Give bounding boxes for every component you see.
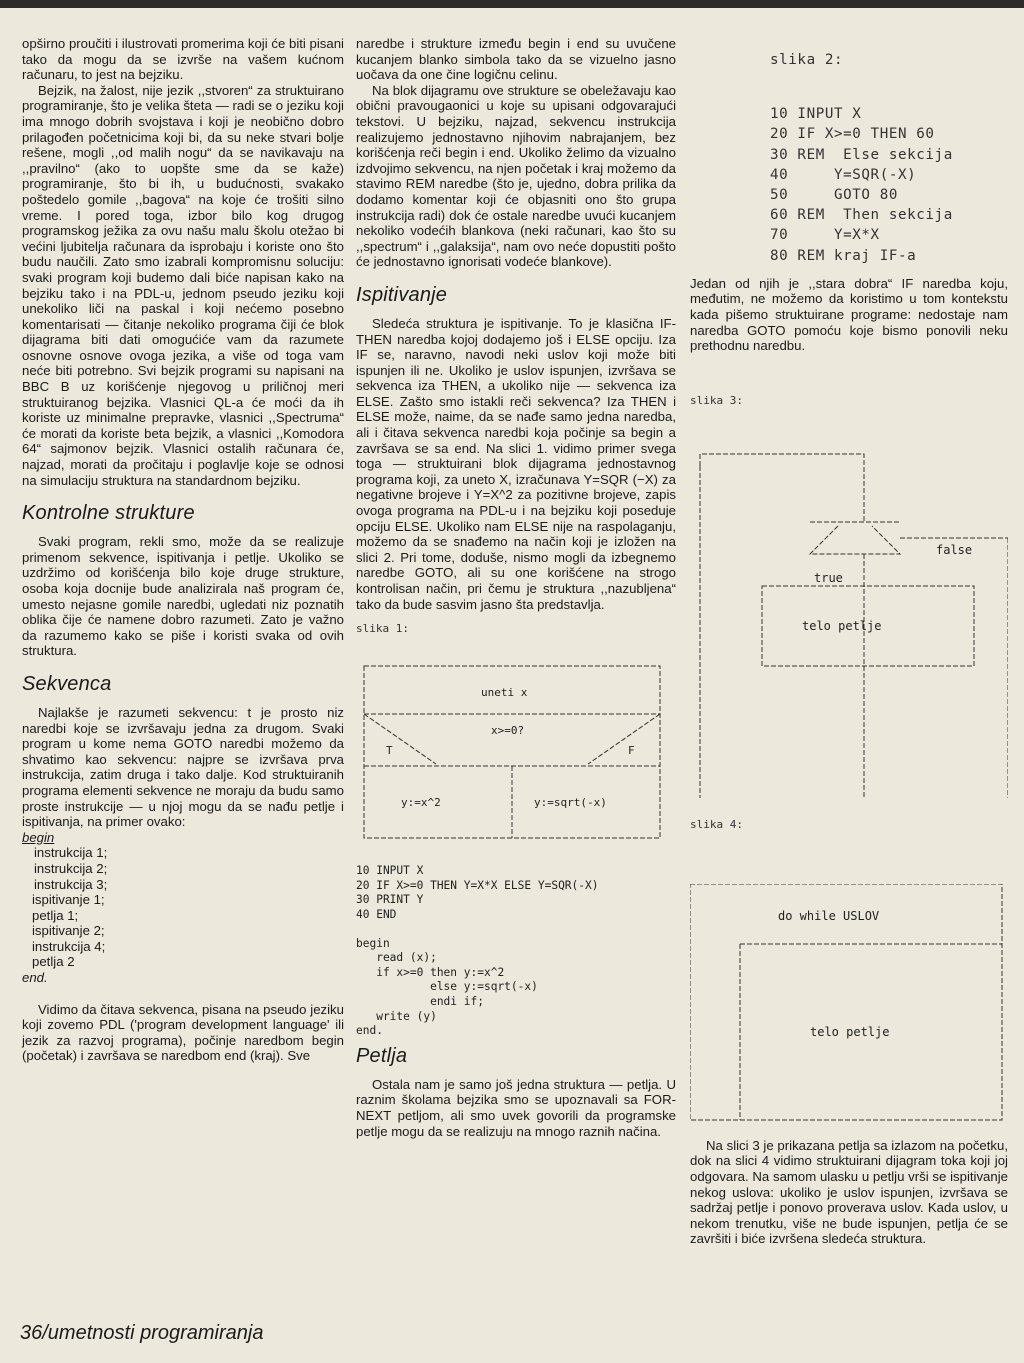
section-heading-petlja: Petlja: [356, 1044, 408, 1067]
section-heading-kontrolne-strukture: Kontrolne strukture: [22, 502, 195, 525]
figure-3-false-label: false: [936, 542, 973, 557]
paragraph: Sledeća struktura je ispitivanje. To je klasična IF-THEN naredba kojoj dodajemo još i ELSE opciju. Iza IF se, naravno, navodi neki uslov koji može biti ispunjen ili ne. Ukoliko je uslov ispunjen, izvršava se sekvenca iza THEN, a ukoliko nije — sekvenca iza ELSE. Zašto smo istakli reči sekvenca? Iza THEN i ELSE može, naime, da se nađe samo jedna naredba, ali i čitava sekvenca naredbi koja počinje sa begin a završava se sa end. Na slici 1. vidimo primer svega toga — struktuirani blok dijagrama jednostavnog programa koji, za uneto X, izračunava Y=SQR (−X) za negativne brojeve i Y=X^2 za pozitivne brojeve, zapis ovoga programa na PDL-u i na bejziku koji poseduje opciju ELSE. Ukoliko nam ELSE nije na raspolaganju, možemo da se snađemo na način koji je izložen na slici 2. Pri tome, doduše, nismo mogli da izbegnemo naredbe GOTO, ali su one korišćene na strogo kontrolisan način, pri čemu je struktura ,,nazubljena“ tako da bude sasvim jasno šta predstavlja.: [356, 315, 676, 612]
figure-3-loop-body: telo petlje: [802, 618, 882, 633]
column-1: [22, 36, 344, 1064]
pdl-line: instrukcija 1;: [34, 845, 108, 861]
figure-1-input-label: uneti x: [481, 686, 528, 700]
paragraph: Bejzik, na žalost, nije jezik ,,stvoren“ za struktuirano programiranje, što je velika šteta — radi se o jeziku koji ima mnogo dobrih svojstava i koji je neobično dobro prilagođen početnicima koji bi, da su neke stvari bolje rešene, mogli ,,od malih nogu“ da se navikavaju na ,,pravilno“ (ako to uopšte sme da se kaže) programiranje, što bi ih, u budućnosti, svakako poštedelo gomile ,,bagova“ na koje će trošiti silno vreme. I pored toga, izbor bilo kog drugog programskog ježika za ovu našu malu školu otežao bi većini ljubitelja računara da isprobaju i koriste ono što budu naučili. Zato smo izabrali kompromisnu soluciju: svaki program koji budemo dali biće napisan kako na bejziku tako i na PDL-u, jednom pseudo jeziku koji unekoliko liči na paskal i koji nećemo posebno komentarisati — čitanje nekoliko programa čiji će blok dijagrama biti dati omogućiće vam da razumete osnovne osnove ovoga jezika, a više od toga vam neće biti potrebno. Svi bejzik programi su napisani na BBC B uz korišćenje njegovog u priličnoj meri struktuiranog bejzika. Vlasnici QL-a će moći da ih koriste uz minimalne prepravke, vlasnici ,,Spectruma“ će morati da koriste beta bejzik, a vlasnici ,,Komodora 64“ sajmonov bejzik. Vlasnici ostalih računara će, najzad, morati da pročitaju i poglavlje koje se odnosi na simulaciju struktura na standardnom bejziku.: [22, 82, 344, 488]
column-3: [690, 36, 1008, 1247]
pdl-sequence-example: [22, 830, 344, 986]
pdl-line: instrukcija 4;: [32, 938, 106, 954]
paragraph: Na slici 3 je prikazana petlja sa izlazom na početku, dok na slici 4 vidimo struktuirani dijagram toka koji joj odgovara. Na samom ulasku u petlju vrši se ispitivanje nekog uslova: ukoliko je uslov ispunjen, izvršava se sadržaj petlje i ponovo proverava uslov. Kada uslov, u nekom trenutku, više ne bude ispunjen, petlja će se završiti i biće izvršena sledeća struktura.: [690, 1137, 1008, 1247]
section-heading-ispitivanje: Ispitivanje: [356, 283, 448, 306]
figure-1-left-branch: y:=x^2: [401, 796, 441, 810]
figure-2-caption: slika 2:: [770, 52, 844, 68]
section-heading-sekvenca: Sekvenca: [22, 672, 112, 695]
figure-1-true-label: T: [386, 744, 393, 758]
paragraph: Najlakše je razumeti sekvencu: t je prosto niz naredbi koje se izvršavaju jedna za drugom. Svaki program u kome nema GOTO naredbi možemo da shvatimo kao sekvencu: najpre se izvršava prva instrukcija, zatim druga i tako dalje. Kod struktuiranih programa elementi sekvence ne moraju da budu samo proste instrukcije — u njoj mogu da se nađu petlje i ispitivanja, na primer ovako:: [22, 704, 344, 830]
pdl-line: petlja 1;: [32, 907, 79, 923]
column-2: [356, 36, 676, 1139]
pdl-line: ispitivanje 2;: [32, 923, 105, 939]
paragraph: naredbe i strukture između begin i end su uvučene kucanjem blanko simbola tako da se vizuelno jasno uočava da one čine logičnu celinu.: [356, 36, 676, 83]
paragraph: Svaki program, rekli smo, može da se realizuje primenom sekvence, ispitivanja i petlje. Ukoliko se uzdržimo od korišćenja bilo koje druge strukture, osoba koja docnije bude analizirala naš program će, umesto nejasne gomile naredbi, ugledati niz poznatih oblika čije će namene dobro razumeti. Zato je važno da razumemo kako se piše i koristi svaka od ovih struktura.: [22, 534, 344, 659]
pdl-listing-1: begin read (x); if x>=0 then y:=x^2 else y:=sqrt(-x) endi if; write (y) end.: [356, 936, 538, 1038]
paragraph: opširno proučiti i ilustrovati promerima koji će biti pisani tako da mogu da se izvrše na vašem kućnom računaru, to jest na bejziku.: [22, 36, 344, 83]
figure-1-right-branch: y:=sqrt(-x): [534, 796, 607, 810]
figure-3-caption: slika 3:: [690, 393, 743, 407]
figure-3-true-label: true: [814, 570, 843, 585]
pdl-line: ispitivanje 1;: [32, 892, 105, 908]
pdl-begin: begin: [22, 829, 55, 845]
pdl-line: instrukcija 2;: [34, 860, 108, 876]
figure-4-caption: slika 4:: [690, 817, 743, 831]
paragraph: Vidimo da čitava sekvenca, pisana na pseudo jeziku koji zovemo PDL ('program development language' ili jezik za razvoj programa), počinje naredbom begin (početak) i završava se naredbom end (kraj). Sve: [22, 1001, 344, 1064]
top-border: [0, 0, 1024, 8]
figure-1-caption: slika 1:: [356, 622, 409, 636]
paragraph: Ostala nam je samo još jedna struktura — petlja. U raznim školama bejzika smo se upoznavali sa FOR-NEXT petljom, ali smo uvek govorili da programske petlje mogu da se realizuju na mnogo raznih načina.: [356, 1076, 676, 1139]
figure-3-diagram: [690, 426, 1008, 806]
figure-4-diagram: [690, 884, 1008, 1124]
basic-listing-1: 10 INPUT X 20 IF X>=0 THEN Y=X*X ELSE Y=SQR(-X) 30 PRINT Y 40 END: [356, 864, 599, 921]
page-footer: 36/umetnosti programiranja: [20, 1322, 264, 1344]
figure-2-listing: 10 INPUT X 20 IF X>=0 THEN 60 30 REM Else sekcija 40 Y=SQR(-X) 50 GOTO 80 60 REM Then sekcija 70 Y=X*X 80 REM kraj IF-a: [770, 106, 953, 264]
figure-4-condition: do while USLOV: [778, 908, 880, 923]
pdl-end: end.: [22, 970, 48, 986]
paragraph: Jedan od njih je ,,stara dobra“ IF naredba koju, međutim, ne možemo da koristimo u tom kontekstu kada pišemo struktuirane programe: nedostaje nam naredba GOTO pomoću koje bismo ponovili neku prethodnu naredbu.: [690, 275, 1008, 354]
pdl-line: instrukcija 3;: [34, 876, 108, 892]
paragraph: Na blok dijagramu ove strukture se obeležavaju kao obični pravougaonici u koje su upisani odgovarajući tekstovi. U bejziku, najzad, sekvencu instrukcija realizujemo jednostavno njihovim nabrajanjem, bez korišćenja reči begin i end. Ukoliko želimo da vizualno izdvojimo sekvencu, na njen početak i kraj možemo da stavimo REM naredbe (što je, ujedno, dobra prilika da dodamo komentar koji će objasniti ono što grupa instrukcija radi) dok će ostale naredbe uvući kucanjem nekoliko vodećih blankova (neki računari, kao što su ,,spectrum“ i ,,galaksija“, nam ovo neće dopustiti pošto će jednostavno ignorisati vodeće blankove).: [356, 82, 676, 270]
figure-1-diagram: [356, 646, 676, 856]
figure-1-condition: x>=0?: [491, 724, 525, 738]
figure-1-false-label: F: [628, 744, 635, 758]
figure-4-loop-body: telo petlje: [810, 1024, 890, 1039]
pdl-line: petlja 2: [32, 954, 75, 970]
